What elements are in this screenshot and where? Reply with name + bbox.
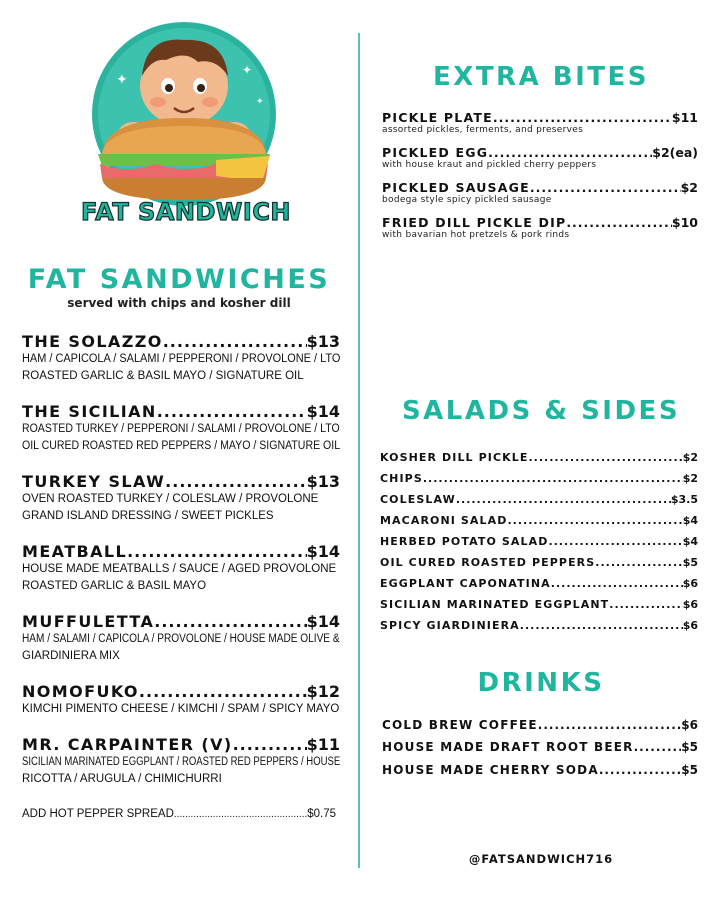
item-price: $2(ea): [652, 145, 698, 160]
item-name: SPICY GIARDINIERA: [380, 619, 520, 632]
item-desc: bodega style spicy pickled sausage: [382, 195, 552, 205]
item-price: $13: [306, 472, 340, 491]
menu-item: [380, 514, 698, 527]
item-price: $3.5: [670, 493, 698, 506]
item-price: $13: [306, 332, 340, 351]
menu-item: [382, 110, 698, 135]
item-price: $2: [682, 472, 698, 485]
menu-item: [22, 402, 340, 455]
item-price: $6: [682, 619, 698, 632]
leader-dots: [609, 598, 682, 611]
item-name: MACARONI SALAD: [380, 514, 508, 527]
logo-wordmark: FAT SANDWICH: [80, 198, 292, 226]
item-price: $12: [306, 682, 340, 701]
leader-dots: [493, 110, 672, 125]
menu-item: [380, 619, 698, 632]
leader-dots: [174, 809, 307, 820]
salads-sides-title: SALADS & SIDES: [401, 396, 681, 426]
leader-dots: [548, 535, 682, 548]
menu-item: [380, 598, 698, 611]
item-price: $5: [682, 556, 698, 569]
leader-dots: [538, 718, 682, 732]
leader-dots: [154, 612, 306, 631]
item-desc: GIARDINIERA MIX: [22, 650, 120, 662]
menu-item: [22, 332, 340, 385]
menu-item: [380, 451, 698, 464]
item-name: KOSHER DILL PICKLE: [380, 451, 529, 464]
menu-item: [380, 535, 698, 548]
item-name: HERBED POTATO SALAD: [380, 535, 549, 548]
item-name: THE SOLAZZO: [22, 332, 163, 351]
item-name: COLESLAW: [380, 493, 456, 506]
leader-dots: [423, 472, 683, 485]
item-price: $5: [681, 740, 698, 754]
item-desc: KIMCHI PIMENTO CHEESE / KIMCHI / SPAM / SPICY MAYO: [22, 703, 340, 715]
item-desc: HAM / SALAMI / CAPICOLA / PROVOLONE / HOUSE MADE OLIVE &: [22, 633, 340, 645]
item-price: $14: [306, 612, 340, 631]
item-desc: with bavarian hot pretzels & pork rinds: [382, 230, 570, 240]
leader-dots: [530, 180, 681, 195]
item-name: MUFFULETTA: [22, 612, 155, 631]
menu-item: [22, 472, 340, 525]
menu-item: [22, 735, 340, 788]
menu-item: [380, 577, 698, 590]
item-desc: OIL CURED ROASTED RED PEPPERS / MAYO / SIGNATURE OIL: [22, 440, 341, 452]
item-desc: RICOTTA / ARUGULA / CHIMICHURRI: [22, 773, 222, 785]
item-name: EGGPLANT CAPONATINA: [380, 577, 551, 590]
column-divider: [358, 33, 360, 868]
item-price: $6: [681, 718, 698, 732]
item-price: $6: [682, 577, 698, 590]
leader-dots: [139, 682, 307, 701]
item-price: $5: [681, 763, 698, 777]
item-desc: HOUSE MADE MEATBALLS / SAUCE / AGED PROVOLONE: [22, 563, 337, 575]
menu-item: [22, 542, 340, 595]
item-name: THE SICILIAN: [22, 402, 157, 421]
item-desc: with house kraut and pickled cherry peppers: [382, 160, 597, 170]
addon-price: $0.75: [307, 808, 336, 820]
leader-dots: [528, 451, 682, 464]
item-price: $10: [671, 215, 698, 230]
menu-item: [380, 556, 698, 569]
item-name: MR. CARPAINTER (V): [22, 735, 233, 754]
item-desc: HAM / CAPICOLA / SALAMI / PEPPERONI / PROVOLONE / LTO: [22, 353, 341, 365]
leader-dots: [233, 735, 307, 754]
item-price: $14: [306, 542, 340, 561]
leader-dots: [595, 556, 682, 569]
item-name: FRIED DILL PICKLE DIP: [382, 215, 567, 230]
menu-item: [22, 682, 340, 718]
menu-item: [382, 740, 698, 754]
leader-dots: [634, 740, 682, 754]
item-desc: SICILIAN MARINATED EGGPLANT / ROASTED RED PEPPERS / HOUSE: [22, 756, 341, 768]
leader-dots: [165, 472, 306, 491]
item-name: PICKLED SAUSAGE: [382, 180, 530, 195]
item-name: HOUSE MADE DRAFT ROOT BEER: [382, 740, 634, 754]
item-desc: GRAND ISLAND DRESSING / SWEET PICKLES: [22, 510, 274, 522]
menu-item: [382, 763, 698, 777]
svg-text:✦: ✦: [256, 97, 264, 107]
item-price: $11: [671, 110, 698, 125]
leader-dots: [599, 763, 681, 777]
item-price: $11: [306, 735, 340, 754]
addon-name: ADD HOT PEPPER SPREAD: [22, 808, 174, 820]
item-price: $2: [682, 451, 698, 464]
item-name: MEATBALL: [22, 542, 128, 561]
svg-text:✦: ✦: [116, 72, 128, 88]
leader-dots: [127, 542, 307, 561]
leader-dots: [566, 215, 672, 230]
menu-item: [22, 612, 340, 665]
item-name: TURKEY SLAW: [22, 472, 166, 491]
item-price: $14: [306, 402, 340, 421]
leader-dots: [456, 493, 671, 506]
item-desc: ROASTED GARLIC & BASIL MAYO: [22, 580, 207, 592]
leader-dots: [163, 332, 307, 351]
item-price: $6: [682, 598, 698, 611]
item-price: $4: [682, 514, 698, 527]
item-name: HOUSE MADE CHERRY SODA: [382, 763, 599, 777]
menu-item: [382, 215, 698, 240]
fat-sandwiches-title: FAT SANDWICHES: [27, 264, 331, 295]
menu-item: [380, 493, 698, 506]
item-desc: OVEN ROASTED TURKEY / COLESLAW / PROVOLONE: [22, 493, 319, 505]
leader-dots: [488, 145, 652, 160]
item-name: CHIPS: [380, 472, 423, 485]
item-desc: ROASTED GARLIC & BASIL MAYO / SIGNATURE OIL: [22, 370, 304, 382]
item-desc: assorted pickles, ferments, and preserves: [382, 125, 584, 135]
item-name: OIL CURED ROASTED PEPPERS: [380, 556, 596, 569]
social-handle: @FATSANDWICH716: [468, 852, 614, 866]
leader-dots: [507, 514, 682, 527]
menu-item: [382, 145, 698, 170]
extra-bites-title: EXTRA BITES: [433, 62, 649, 92]
item-name: PICKLE PLATE: [382, 110, 493, 125]
leader-dots: [157, 402, 307, 421]
item-name: NOMOFUKO: [22, 682, 139, 701]
item-price: $2: [680, 180, 698, 195]
menu-item: [382, 718, 698, 732]
item-name: PICKLED EGG: [382, 145, 489, 160]
svg-text:✦: ✦: [242, 63, 253, 77]
addon-line: [22, 808, 336, 820]
menu-item: [380, 472, 698, 485]
item-desc: ROASTED TURKEY / PEPPERONI / SALAMI / PROVOLONE / LTO: [22, 423, 340, 435]
fat-sandwiches-subtitle: served with chips and kosher dill: [67, 296, 291, 310]
menu-item: [382, 180, 698, 205]
item-name: SICILIAN MARINATED EGGPLANT: [380, 598, 610, 611]
leader-dots: [551, 577, 683, 590]
drinks-title: DRINKS: [477, 668, 605, 698]
leader-dots: [520, 619, 683, 632]
item-price: $4: [682, 535, 698, 548]
item-name: COLD BREW COFFEE: [382, 718, 538, 732]
